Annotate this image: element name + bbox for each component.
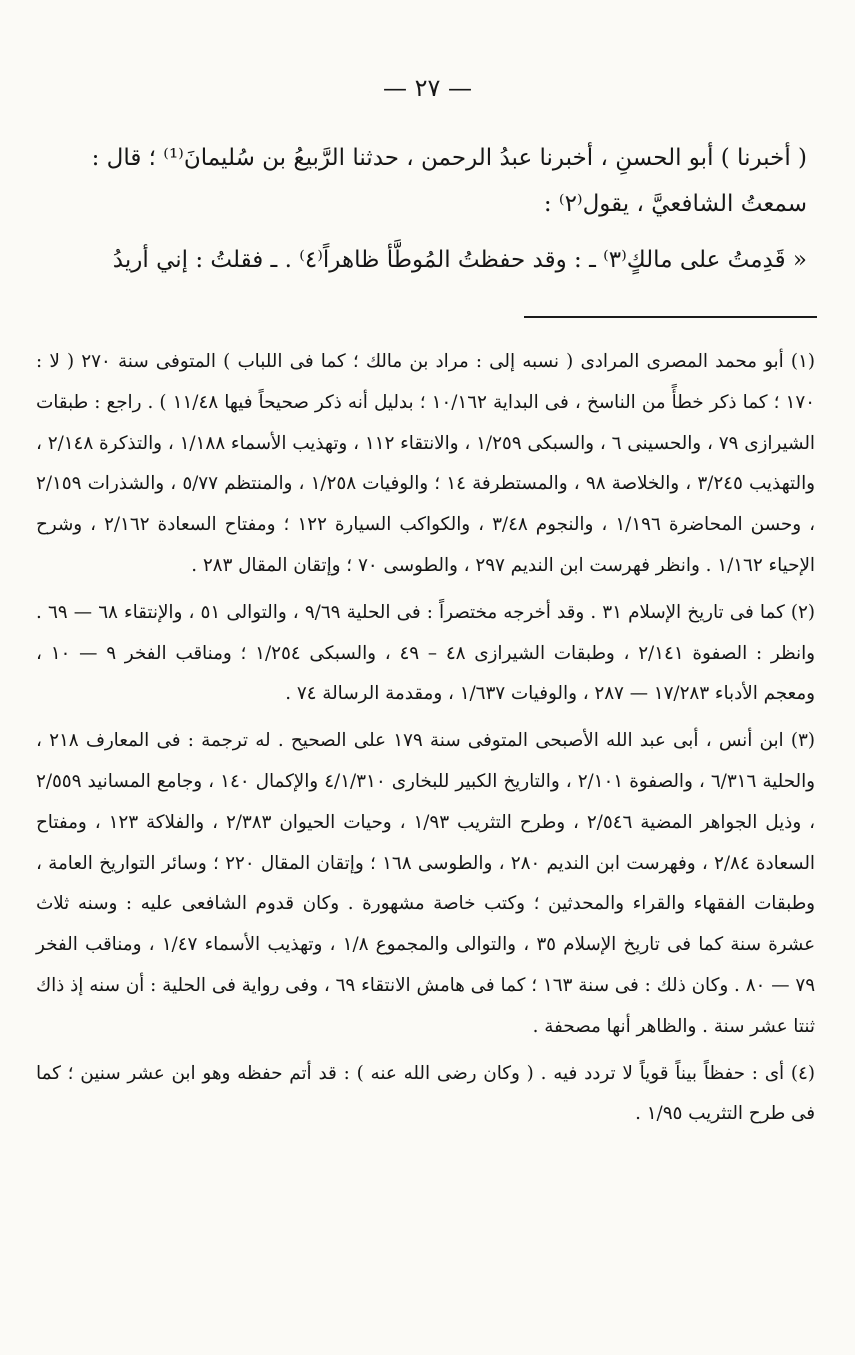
- footnote-1: (١) أبو محمد المصرى المرادى ( نسبه إلى : مراد بن مالك ؛ كما فى اللباب ) المتوفى سنة ٢٧٠ ( لا : ١٧٠ ؛ كما ذكر خطأً من الناسخ ، فى البداية ١٠/١٦٢ ؛ بدليل أنه ذكر صحيحاً فيها ١١/٤٨ ) . راجع : طبقات الشيرازى ٧٩ ، والحسينى ٦ ، والسبكى ١/٢٥٩ ، والانتقاء ١١٢ ، وتهذيب الأسماء ١/١٨٨ ، والتذكرة ٢/١٤٨ ، والتهذيب ٣/٢٤٥ ، والخلاصة ٩٨ ، والمستطرفة ١٤ ؛ والوفيات ١/٢٥٨ ، والمنتظم ٥/٧٧ ، والشذرات ٢/١٥٩ ، وحسن المحاضرة ١/١٩٦ ، والنجوم ٣/٤٨ ، والكواكب السيارة ١٢٢ ؛ ومفتاح السعادة ٢/١٦٢ ، وشرح الإحياء ١/١٦٢ . وانظر فهرست ابن النديم ٢٩٧ ، والطوسى ٧٠ ؛ وإتقان المقال ٢٨٣ .: [36, 351, 816, 576]
- footnote-4: (٤) أى : حفظاً بيناً قوياً لا تردد فيه . ( وكان رضى الله عنه ) : قد أتم حفظه وهو ابن عشر سنين ؛ كما فى طرح التثريب ١/٩٥ .: [36, 1062, 815, 1125]
- page-number: — ٢٧ —: [382, 74, 473, 102]
- footnote-separator: [524, 316, 817, 318]
- footnote-3: (٣) ابن أنس ، أبى عبد الله الأصبحى المتوفى سنة ١٧٩ على الصحيح . له ترجمة : فى المعارف ٢١٨ ، والحلية ٦/٣١٦ ، والصفوة ٢/١٠١ ، والتاريخ الكبير للبخارى ٤/١/٣١٠ والإكمال ١٤٠ ، وجامع المسانيد ٢/٥٥٩ ، وذيل الجواهر المضية ٢/٥٤٦ ، وطرح التثريب ١/٩٣ ، وحيات الحيوان ٢/٣٨٣ ، والفلاكة ١٢٣ ، ومفتاح السعادة ٢/٨٤ ، وفهرست ابن النديم ٢٨٠ ، والطوسى ١٦٨ ؛ وإتقان المقال ٢٢٠ ؛ وسائر التواريخ العامة ، وطبقات الفقهاء والقراء والمحدثين ؛ وكتب خاصة مشهورة . وكان قدوم الشافعى عليه : وسنه ثلاث عشرة سنة كما فى تاريخ الإسلام ٣٥ ، والتوالى والمجموع ١/٨ ، وتهذيب الأسماء ١/٤٧ ، ومناقب الفخر ٧٩ — ٨٠ . وكان ذلك : فى سنة ١٦٣ ؛ كما فى هامش الانتقاء ٦٩ ، وفى رواية فى الحلية : أن سنه إذ ذاك ثنتا عشر سنة . والظاهر أنها مصحفة .: [36, 730, 816, 1037]
- main-text-line: ( أخبرنا ) أبو الحسنِ ، أخبرنا عبدُ الرحمن ، حدثنا الرَّبيعُ بن سُليمانَ⁽¹⁾ ؛ قال :: [91, 145, 807, 171]
- main-text-line: سمعتُ الشافعيَّ ، يقول⁽٢⁾ :: [543, 191, 807, 217]
- footnote-2: (٢) كما فى تاريخ الإسلام ٣١ . وقد أخرجه مختصراً : فى الحلية ٩/٦٩ ، والتوالى ٥١ ، والإنتقاء ٦٨ — ٦٩ . وانظر : الصفوة ٢/١٤١ ، وطبقات الشيرازى ٤٨ – ٤٩ ، والسبكى ١/٢٥٤ ؛ ومناقب الفخر ٩ — ١٠ ، ومعجم الأدباء ١٧/٢٨٣ — ٢٨٧ ، والوفيات ١/٦٣٧ ، ومقدمة الرسالة ٧٤ .: [36, 601, 816, 705]
- footnotes: [36, 342, 815, 1139]
- main-text-line: « قَدِمتُ على مالكٍ⁽٣⁾ ـ : وقد حفظتُ المُوطَّأ ظاهراً⁽٤⁾ . ـ فقلتُ : إني أريدُ: [112, 247, 807, 273]
- main-text: [42, 128, 807, 290]
